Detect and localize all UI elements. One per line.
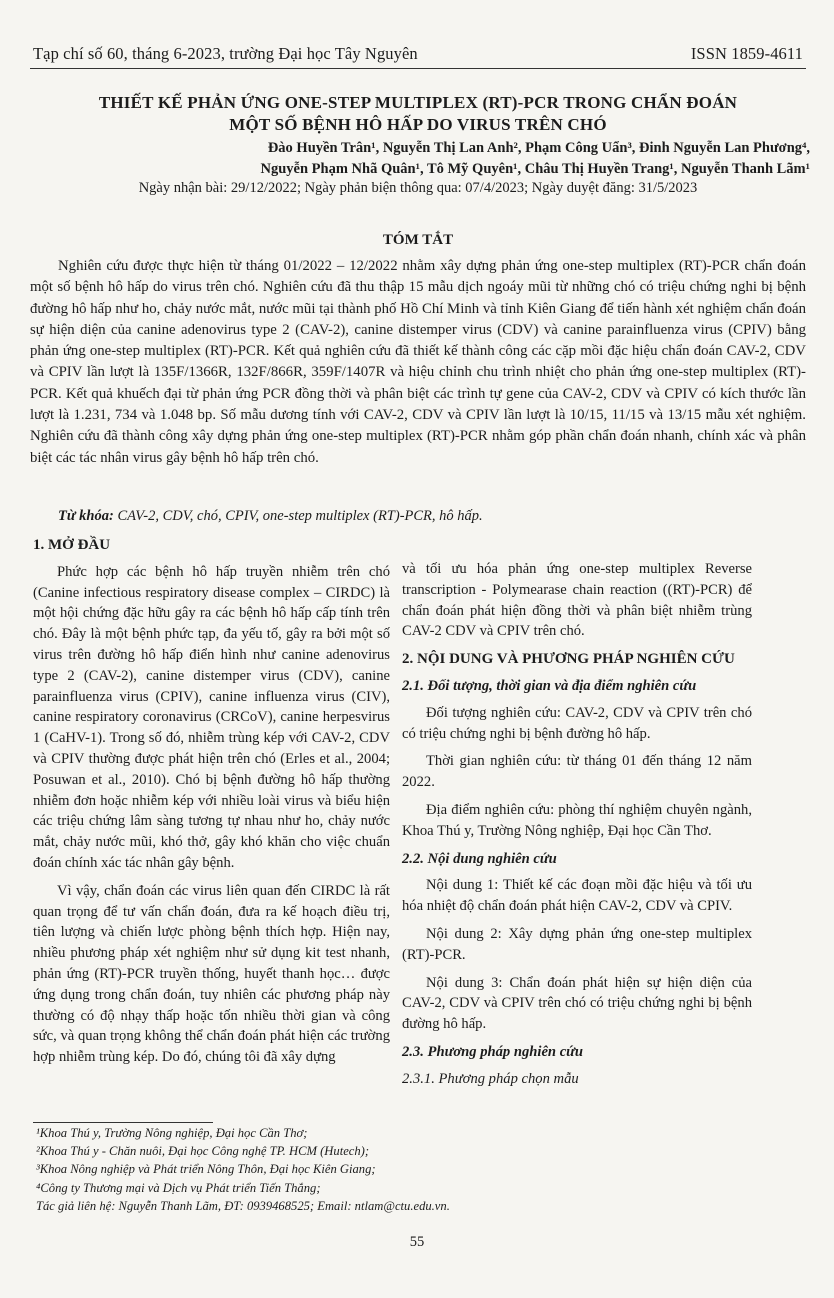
- subsection-heading-2-1: 2.1. Đối tượng, thời gian và địa điểm nghiên cứu: [402, 677, 697, 694]
- section-heading-intro: 1. MỞ ĐẦU: [33, 537, 111, 553]
- intro-paragraph-1: Phức hợp các bệnh hô hấp truyền nhiễm trên chó (Canine infectious respiratory disease complex – CIRDC) là một hội chứng đặc hữu gây ra các bệnh hô hấp cấp tính trên chó. Đây là một bệnh phức tạp, đa yếu tố, gây ra bởi một số virus trên đường hô hấp điển hình như canine adenovirus type 2 (CAV-2), canine distemper virus (CDV), canine parainfluenza virus (CPIV), canine influenza virus (CIV), canine respiratory coronavirus (CRCoV), canine herpesvirus 1 (CaHV-1). Trong số đó, nhiễm trùng kép với CAV-2, CDV và CPIV thường được phát hiện trên chó (Erles et al., 2004; Posuwan et al., 2010). Chó bị bệnh đường hô hấp thường nhiễm đơn hoặc nhiễm kép với nhiều loài virus và biểu hiện các triệu chứng lâm sàng tương tự nhau như ho, chảy nước mắt, chảy nước mũi, khó thở, gây khó khăn cho việc chuẩn đoán chính xác tác nhân gây bệnh.: [33, 563, 390, 871]
- paragraph-2-1-a: Đối tượng nghiên cứu: CAV-2, CDV và CPIV trên chó có triệu chứng nghi bị bệnh đường hô hấp.: [402, 704, 752, 742]
- keywords-text: CAV-2, CDV, chó, CPIV, one-step multiplex (RT)-PCR, hô hấp.: [117, 508, 483, 524]
- subsection-heading-2-3: 2.3. Phương pháp nghiên cứu: [402, 1043, 584, 1060]
- footnote-4: ⁴Công ty Thương mại và Dịch vụ Phát triển Tiến Thắng;: [36, 1180, 321, 1195]
- author-list: [40, 138, 810, 180]
- paragraph-2-1-b: Thời gian nghiên cứu: từ tháng 01 đến tháng 12 năm 2022.: [402, 753, 752, 791]
- journal-name: Tạp chí số 60, tháng 6-2023, trường Đại học Tây Nguyên: [33, 44, 418, 63]
- subsection-heading-2-3-1: 2.3.1. Phương pháp chọn mẫu: [402, 1070, 579, 1087]
- footnote-3: ³Khoa Nông nghiệp và Phát triển Nông Thôn, Đại học Kiên Giang;: [36, 1162, 376, 1177]
- paragraph-2-2-b: Nội dung 2: Xây dựng phản ứng one-step multiplex (RT)-PCR.: [402, 925, 752, 963]
- subsection-heading-2-2: 2.2. Nội dung nghiên cứu: [402, 850, 557, 867]
- keywords-label: Từ khóa:: [58, 508, 114, 524]
- paragraph-2-2-c: Nội dung 3: Chẩn đoán phát hiện sự hiện diện của CAV-2, CDV và CPIV trên chó có triệu chứng nghi bị bệnh đường hô hấp.: [402, 974, 752, 1033]
- footnote-1: ¹Khoa Thú y, Trường Nông nghiệp, Đại học Cần Thơ;: [36, 1126, 308, 1140]
- paragraph-2-2-a: Nội dung 1: Thiết kế các đoạn mồi đặc hiệu và tối ưu hóa nhiệt độ chẩn đoán phát hiện CAV-2, CDV và CPIV.: [402, 877, 752, 915]
- intro-paragraph-2: Vì vậy, chẩn đoán các virus liên quan đến CIRDC là rất quan trọng để tư vấn chẩn đoán, đưa ra kế hoạch điều trị, tiên lượng và chiến lược phòng bệnh thích hợp. Hiện nay, nhiều phương pháp xét nghiệm như sử dụng kit test nhanh, phản ứng (RT)-PCR truyền thống, huyết thanh học… được ứng dụng trong chẩn đoán, tuy nhiên các phương pháp này thường có độ nhạy thấp hoặc tốn nhiều thời gian và công sức, và quan trọng không thể chẩn đoán phát hiện các trường hợp nhiễm trùng kép. Do đó, chúng tôi đã xây dựng: [33, 882, 390, 1066]
- header-divider: [30, 68, 806, 69]
- footnote-2: ²Khoa Thú y - Chăn nuôi, Đại học Công nghệ TP. HCM (Hutech);: [36, 1144, 370, 1159]
- left-column: [33, 535, 390, 1075]
- page-number: 55: [409, 1234, 425, 1250]
- abstract-text: Nghiên cứu được thực hiện từ tháng 01/2022 – 12/2022 nhằm xây dựng phản ứng one-step multiplex (RT)-PCR chẩn đoán một số bệnh hô hấp do virus trên chó. Nghiên cứu đã thu thập 15 mẫu dịch ngoáy mũi từ những chó có triệu chứng nghi bị bệnh đường hô hấp như ho, chảy nước mắt, nước mũi tại thành phố Hồ Chí Minh và tỉnh Kiên Giang để tiến hành xét nghiệm chẩn đoán sự hiện diện của canine adenovirus type 2 (CAV-2), canine distemper virus (CDV) và canine parainfluenza virus (CPIV) bằng phản ứng one-step multiplex (RT)-PCR. Kết quả nghiên cứu đã thiết kế thành công các cặp mồi đặc hiệu chẩn đoán CAV-2, CDV và CPIV lần lượt là 135F/1366R, 132F/866R, 359F/1407R và hiệu chỉnh chu trình nhiệt cho phản ứng one-step multiplex (RT)-PCR. Kết quả khuếch đại từ phản ứng PCR đồng thời và phân biệt các trình tự gene của CAV-2, CDV và CPIV có kích thước lần lượt là 1.231, 734 và 1.048 bp. Số mẫu dương tính với CAV-2, CDV và CPIV lần lượt là 10/15, 11/15 và 13/15 mẫu xét nghiệm. Nghiên cứu đã thành công xây dựng phản ứng one-step multiplex (RT)-PCR nhằm góp phần chẩn đoán nhanh, chính xác và phân biệt các tác nhân virus gây bệnh hô hấp trên chó.: [30, 258, 806, 466]
- title-line-1: THIẾT KẾ PHẢN ỨNG ONE-STEP MULTIPLEX (RT)-PCR TRONG CHẨN ĐOÁN: [98, 93, 738, 112]
- authors-line-2: Nguyễn Phạm Nhã Quân¹, Tô Mỹ Quyên¹, Châu Thị Huyền Trang¹, Nguyễn Thanh Lãm¹: [260, 161, 810, 177]
- submission-dates: Ngày nhận bài: 29/12/2022; Ngày phản biện thông qua: 07/4/2023; Ngày duyệt đăng: 31/5/2023: [138, 180, 698, 196]
- intro-continuation: và tối ưu hóa phản ứng one-step multiplex Reverse transcription - Polymearase chain reaction ((RT)-PCR) để chẩn đoán phát hiện đồng thời và phân biệt nhiễm trùng CAV-2 CDV và CPIV trên chó.: [402, 561, 752, 640]
- abstract-heading: TÓM TẮT: [382, 232, 454, 248]
- issn: ISSN 1859-4611: [690, 44, 803, 63]
- paper-title: [40, 92, 796, 136]
- section-heading-methods: 2. NỘI DUNG VÀ PHƯƠNG PHÁP NGHIÊN CỨU: [402, 651, 735, 668]
- running-header: [33, 44, 803, 64]
- authors-line-1: Đào Huyền Trân¹, Nguyễn Thị Lan Anh², Phạm Công Uẩn³, Đinh Nguyễn Lan Phương⁴,: [267, 140, 810, 156]
- keywords: [30, 508, 806, 525]
- footnote-divider: [33, 1122, 213, 1123]
- footnotes: [36, 1124, 806, 1215]
- right-column: [402, 559, 752, 1090]
- title-line-2: MỘT SỐ BỆNH HÔ HẤP DO VIRUS TRÊN CHÓ: [229, 115, 607, 134]
- paragraph-2-1-c: Địa điểm nghiên cứu: phòng thí nghiệm chuyên ngành, Khoa Thú y, Trường Nông nghiệp, Đại học Cần Thơ.: [402, 801, 752, 839]
- corresponding-author: Tác giả liên hệ: Nguyễn Thanh Lãm, ĐT: 0939468525; Email: ntlam@ctu.edu.vn.: [36, 1198, 450, 1213]
